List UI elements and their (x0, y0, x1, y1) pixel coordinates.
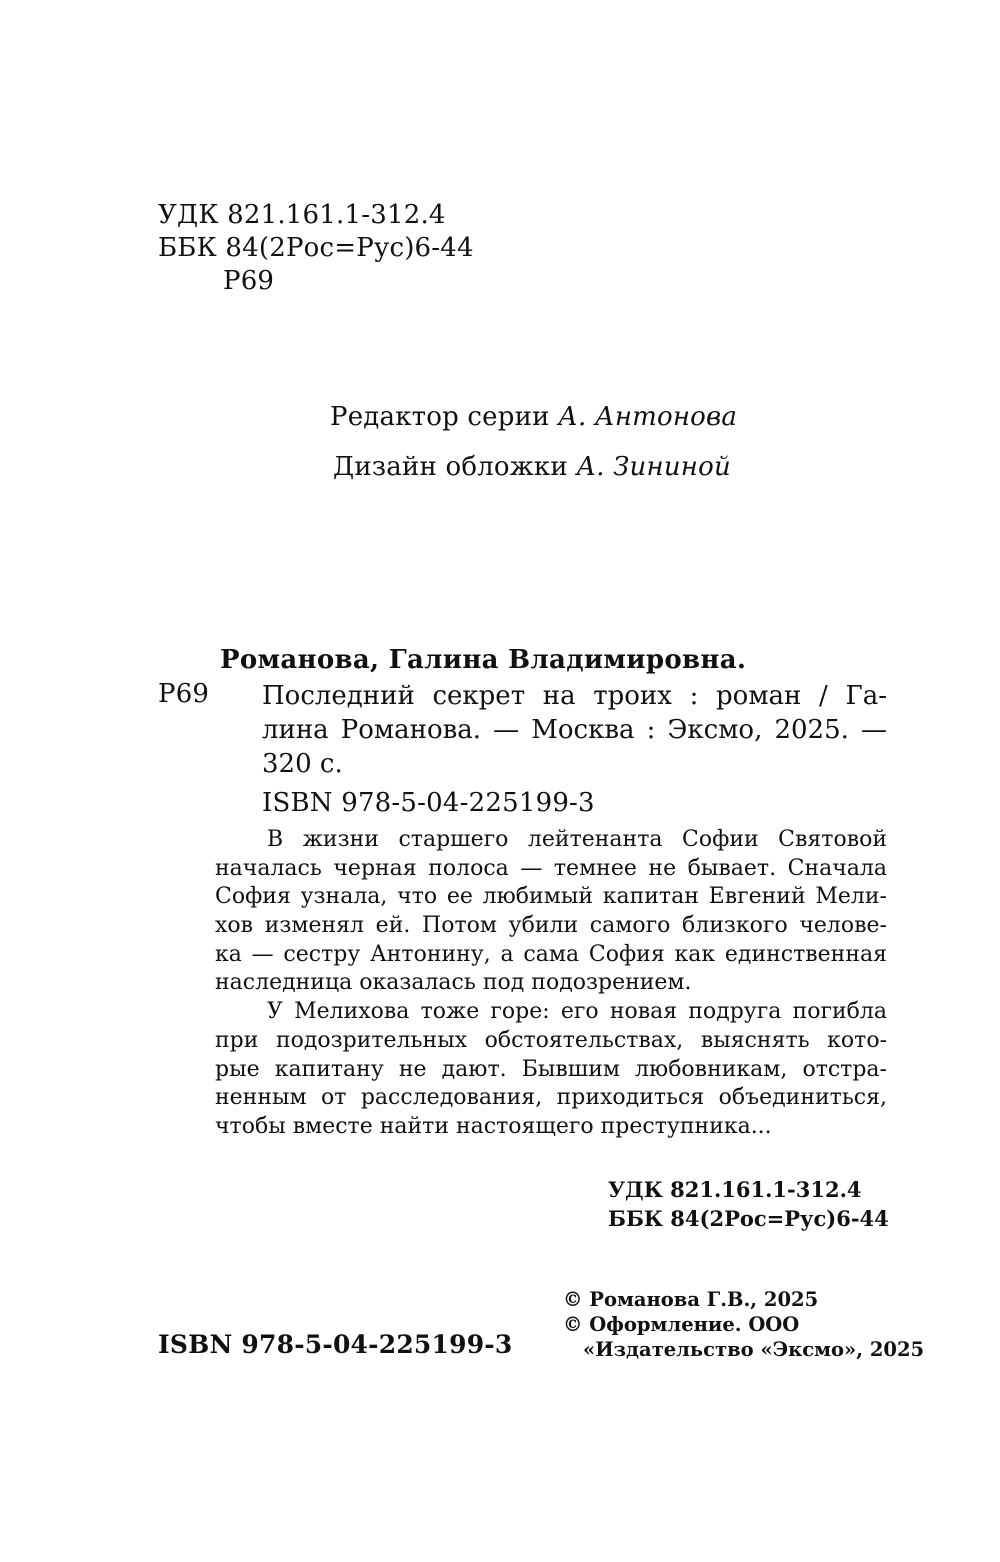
annotation-line: чтобы вместе найти настоящего преступника... (215, 1113, 772, 1139)
cover-design-role: Дизайн обложки (333, 452, 568, 482)
bibliographic-description (262, 679, 887, 781)
copyright-design: © Оформление. ООО (563, 1313, 800, 1336)
series-editor-credit (330, 402, 737, 432)
annotation-line: У Мелихова тоже горе: его новая подруга погибла (267, 999, 887, 1025)
udk-code: УДК 821.161.1-312.4 (158, 200, 446, 230)
bib-isbn: ISBN 978-5-04-225199-3 (262, 788, 595, 818)
annotation-line: ка — сестру Антонину, а сама София как единственная (215, 941, 887, 967)
annotation (215, 826, 887, 1142)
annotation-line: хов изменял ей. Потом убили самого близкого челове- (215, 913, 887, 939)
udk-code-bottom: УДК 821.161.1-312.4 (608, 1177, 862, 1202)
annotation-line: наследница оказалась под подозрением. (215, 970, 692, 996)
copyright-author: © Романова Г.В., 2025 (563, 1288, 819, 1311)
series-editor-role: Редактор серии (330, 402, 550, 432)
cover-design-credit (333, 452, 731, 482)
cutter-code: Р69 (223, 266, 275, 296)
bib-line: 320 с. (262, 749, 343, 779)
copyright-publisher: «Издательство «Эксмо», 2025 (583, 1338, 925, 1361)
bib-line: лина Романова. — Москва : Эксмо, 2025. — (262, 715, 887, 745)
annotation-line: при подозрительных обстоятельствах, выяснять кото- (215, 1027, 887, 1053)
annotation-line: В жизни старшего лейтенанта Софии Святовой (267, 827, 887, 852)
bbk-code: ББК 84(2Рос=Рус)6-44 (158, 233, 474, 263)
bib-cutter-code: Р69 (158, 679, 210, 709)
bib-line: Последний секрет на троих : роман / Га- (262, 681, 887, 711)
bbk-code-bottom: ББК 84(2Рос=Рус)6-44 (608, 1206, 889, 1231)
annotation-line: началась черная полоса — темнее не бывает. Сначала (215, 855, 887, 881)
author-heading: Романова, Галина Владимировна. (220, 645, 747, 675)
series-editor-name: А. Антонова (558, 402, 738, 432)
isbn-bottom: ISBN 978-5-04-225199-3 (158, 1330, 513, 1359)
annotation-line: София узнала, что ее любимый капитан Евгений Мели- (215, 884, 887, 910)
cover-designer-name: А. Зининой (576, 452, 731, 482)
annotation-line: ненным от расследования, приходиться объединиться, (215, 1085, 887, 1111)
annotation-line: рые капитану не дают. Бывшим любовникам, отстра- (215, 1056, 887, 1082)
